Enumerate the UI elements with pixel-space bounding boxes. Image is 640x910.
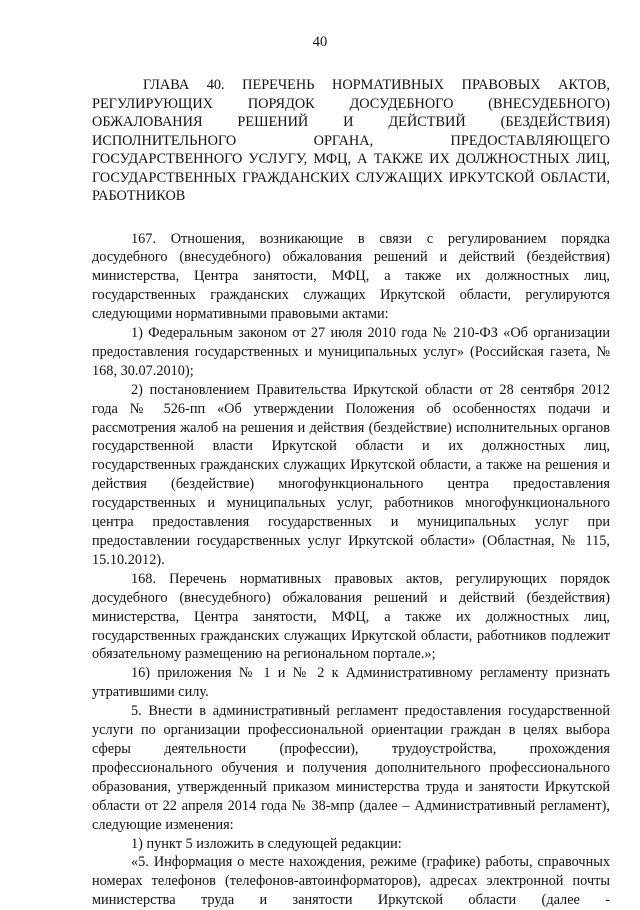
document-body bbox=[92, 76, 610, 910]
paragraph-5-item-1: 1) пункт 5 изложить в следующей редакции: bbox=[131, 835, 402, 852]
paragraph-item-16: 16) приложения № 1 и № 2 к Административному регламенту признать утратившими силу. bbox=[92, 665, 610, 701]
chapter-heading: ГЛАВА 40. ПЕРЕЧЕНЬ НОРМАТИВНЫХ ПРАВОВЫХ АКТОВ, РЕГУЛИРУЮЩИХ ПОРЯДОК ДОСУДЕБНОГО (ВНЕСУДЕБНОГО) ОБЖАЛОВАНИЯ РЕШЕНИЙ И ДЕЙСТВИЙ (БЕЗДЕЙСТВИЯ) ИСПОЛНИТЕЛЬНОГО ОРГАНА, ПРЕДОСТАВЛЯЮЩЕГО ГОСУДАРСТВЕННОГО УСЛУГУ, МФЦ, А ТАКЖЕ ИХ ДОЛЖНОСТНЫХ ЛИЦ, ГОСУДАРСТВЕННЫХ ГРАЖДАНСКИХ СЛУЖАЩИХ ИРКУТСКОЙ ОБЛАСТИ, РАБОТНИКОВ bbox=[92, 77, 610, 204]
paragraph-167-item-1: 1) Федеральным законом от 27 июля 2010 года № 210-ФЗ «Об организации предоставления государственных и муниципальных услуг» (Российская газета, № 168, 30.07.2010); bbox=[92, 325, 610, 379]
paragraph-quote-5: «5. Информация о месте нахождения, режиме (графике) работы, справочных номерах телефонов (телефонов-автоинформаторов), адресах электронной почты министерства труда и занятости Иркутской области (далее - bbox=[92, 854, 610, 909]
paragraph-168: 168. Перечень нормативных правовых актов, регулирующих порядок досудебного (внесудебного) обжалования решений и действий (бездействия) министерства, Центра занятости, МФЦ, а также их должностных лиц, государственных гражданских служащих Иркутской области, работников подлежит обязательному размещению на региональном портале.»; bbox=[92, 570, 610, 663]
paragraph-167: 167. Отношения, возникающие в связи с регулированием порядка досудебного (внесудебного) обжалования решений и действий (бездействия) министерства, Центра занятости, МФЦ, а также их должностных лиц, государственных гражданских служащих Иркутской области, регулируются следующими нормативными правовыми актами: bbox=[92, 230, 610, 323]
paragraph-5: 5. Внести в административный регламент предоставления государственной услуги по организации профессиональной ориентации граждан в целях выбора сферы деятельности (профессии), трудоустройства, прохождения профессионального обучения и получения дополнительного профессионального образования, утвержденный приказом министерства труда и занятости Иркутской области от 22 апреля 2014 года № 38-мпр (далее – Административный регламент), следующие изменения: bbox=[92, 703, 610, 833]
page-number: 40 bbox=[312, 34, 328, 50]
paragraph-167-item-2: 2) постановлением Правительства Иркутской области от 28 сентября 2012 года № 526-пп «Об утверждении Положения об особенностях подачи и рассмотрения жалоб на решения и действия (бездействие) исполнительных органов государственной власти Иркутской области и их должностных лиц, государственных гражданских служащих Иркутской области, а также на решения и действия (бездействие) многофункционального центра предоставления государственных и муниципальных услуг, работников многофункционального центра предоставления государственных и муниципальных услуг при предоставлении государственных услуг Иркутской области» (Областная, № 115, 15.10.2012). bbox=[92, 381, 610, 568]
